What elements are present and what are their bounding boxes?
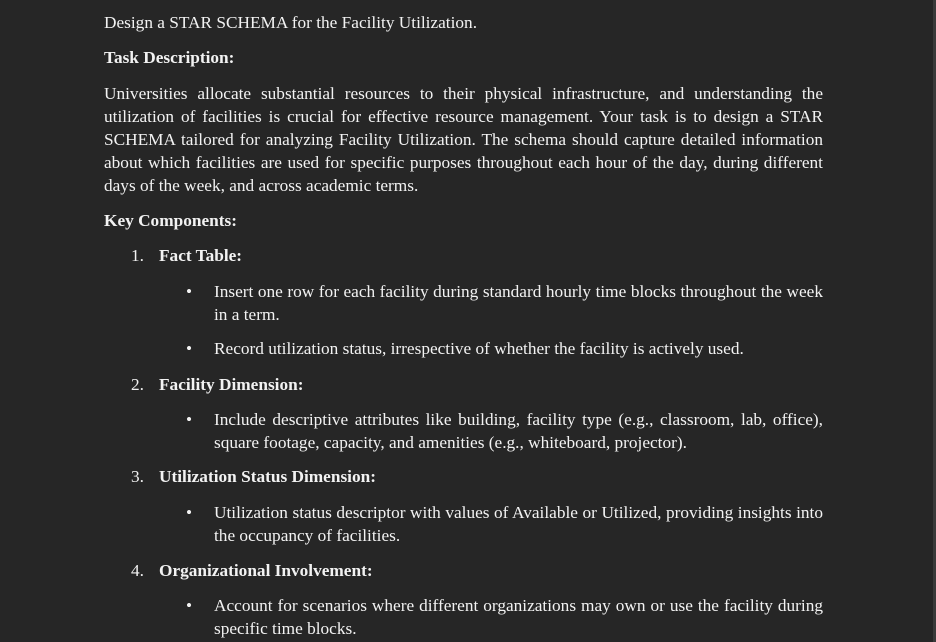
bullet-text: Include descriptive attributes like building, facility type (e.g., classroom, lab, office), square footage, capacity, and amenities (e.g., whiteboard, projector). bbox=[214, 410, 823, 452]
component-title: Facility Dimension: bbox=[159, 375, 304, 394]
bullet-icon: • bbox=[186, 282, 193, 301]
bullet-text: Account for scenarios where different organizations may own or use the facility during specific time blocks. bbox=[214, 596, 823, 638]
bullet-icon: • bbox=[186, 596, 193, 615]
task-description-body: Universities allocate substantial resources to their physical infrastructure, and understanding the utilization of facilities is crucial for effective resource management. Your task is to design a STAR SCHEMA tailored for analyzing Facility Utilization. The schema should capture detailed information about which facilities are used for specific purposes throughout each hour of the day, during different days of the week, and across academic terms. bbox=[104, 84, 823, 195]
component-title: Fact Table: bbox=[159, 246, 243, 265]
component-title: Utilization Status Dimension: bbox=[159, 467, 376, 486]
bullet-text: Insert one row for each facility during standard hourly time blocks throughout the week in a term. bbox=[214, 282, 823, 324]
bullet-text: Utilization status descriptor with values of Available or Utilized, providing insights into the occupancy of facilities. bbox=[214, 503, 823, 545]
key-components-heading: Key Components: bbox=[104, 211, 237, 230]
bullet-text: Record utilization status, irrespective of whether the facility is actively used. bbox=[214, 339, 744, 358]
component-number: 1. bbox=[131, 246, 144, 265]
bullet-icon: • bbox=[186, 410, 193, 429]
component-number: 4. bbox=[131, 561, 144, 580]
bullet-icon: • bbox=[186, 503, 193, 522]
bullet-icon: • bbox=[186, 339, 193, 358]
task-description-heading: Task Description: bbox=[104, 48, 235, 67]
component-number: 3. bbox=[131, 467, 144, 486]
component-number: 2. bbox=[131, 375, 144, 394]
component-title: Organizational Involvement: bbox=[159, 561, 373, 580]
intro-line: Design a STAR SCHEMA for the Facility Utilization. bbox=[104, 13, 478, 32]
